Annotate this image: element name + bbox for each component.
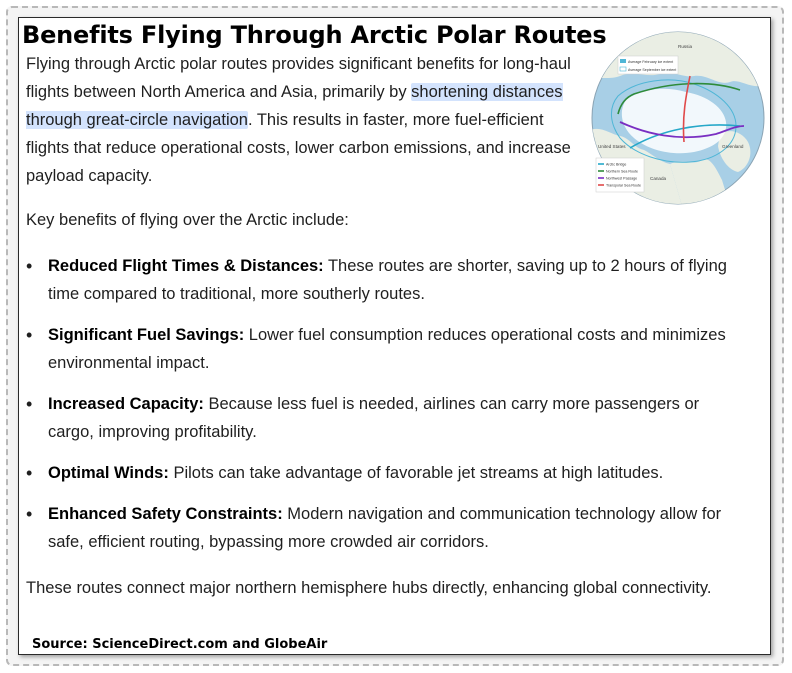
legend-transpolar-sea-route: Transpolar Sea Route bbox=[606, 183, 642, 188]
benefit-text: These routes are shorter, saving up to 2 hours of flying time compared to traditional, more southerly routes. bbox=[48, 257, 727, 303]
key-benefits-intro: Key benefits of flying over the Arctic include: bbox=[26, 211, 349, 229]
benefit-item-flight-times bbox=[26, 252, 746, 321]
benefit-label: Significant Fuel Savings: bbox=[48, 326, 245, 344]
benefit-text: Modern navigation and communication technology allow for safe, efficient routing, bypassing more crowded air corridors. bbox=[48, 505, 722, 551]
benefit-text: Lower fuel consumption reduces operational costs and minimizes environmental impact. bbox=[48, 326, 726, 372]
legend-swatch-feb bbox=[620, 59, 626, 63]
legend-feb-ice: Average February ice extent bbox=[628, 60, 674, 64]
intro-text-before: Flying through Arctic polar routes provides significant benefits for long-haul flights between North America and Asia, primarily by bbox=[26, 55, 571, 101]
benefit-item-safety bbox=[26, 500, 746, 569]
legend-sep-ice: Average September ice extent bbox=[628, 68, 677, 72]
benefit-label: Optimal Winds: bbox=[48, 464, 169, 482]
source-credit: Source: ScienceDirect.com and GlobeAir bbox=[32, 637, 328, 652]
legend-northwest-passage: Northwest Passage bbox=[606, 176, 638, 181]
benefit-item-winds bbox=[26, 459, 746, 500]
place-greenland: Greenland bbox=[722, 144, 744, 149]
place-russia: Russia bbox=[678, 44, 693, 49]
outro-paragraph: These routes connect major northern hemisphere hubs directly, enhancing global connectivity. bbox=[26, 579, 712, 597]
legend-northern-sea-route: Northern Sea Route bbox=[606, 169, 638, 174]
legend-arctic-bridge: Arctic Bridge bbox=[606, 162, 627, 167]
legend-swatch-sep bbox=[620, 67, 626, 71]
highlighted-phrase: shortening distances through great-circle navigation bbox=[26, 83, 563, 129]
benefit-text: Because less fuel is needed, airlines can carry more passengers or cargo, improving profitability. bbox=[48, 395, 700, 441]
benefit-item-fuel-savings bbox=[26, 321, 746, 390]
benefit-label: Enhanced Safety Constraints: bbox=[48, 505, 283, 523]
place-canada: Canada bbox=[650, 176, 667, 181]
page-title: Benefits Flying Through Arctic Polar Routes bbox=[22, 21, 607, 49]
intro-text-after: . This results in faster, more fuel-efficient flights that reduce operational costs, lower carbon emissions, and increase payload capacity. bbox=[26, 111, 571, 185]
place-united-states: United States bbox=[598, 144, 626, 149]
benefit-list bbox=[26, 252, 746, 569]
benefit-label: Reduced Flight Times & Distances: bbox=[48, 257, 324, 275]
benefit-text: Pilots can take advantage of favorable jet streams at high latitudes. bbox=[168, 464, 664, 482]
arctic-routes-map bbox=[590, 30, 766, 206]
intro-paragraph bbox=[26, 50, 586, 190]
benefit-label: Increased Capacity: bbox=[48, 395, 204, 413]
benefit-item-capacity bbox=[26, 390, 746, 459]
